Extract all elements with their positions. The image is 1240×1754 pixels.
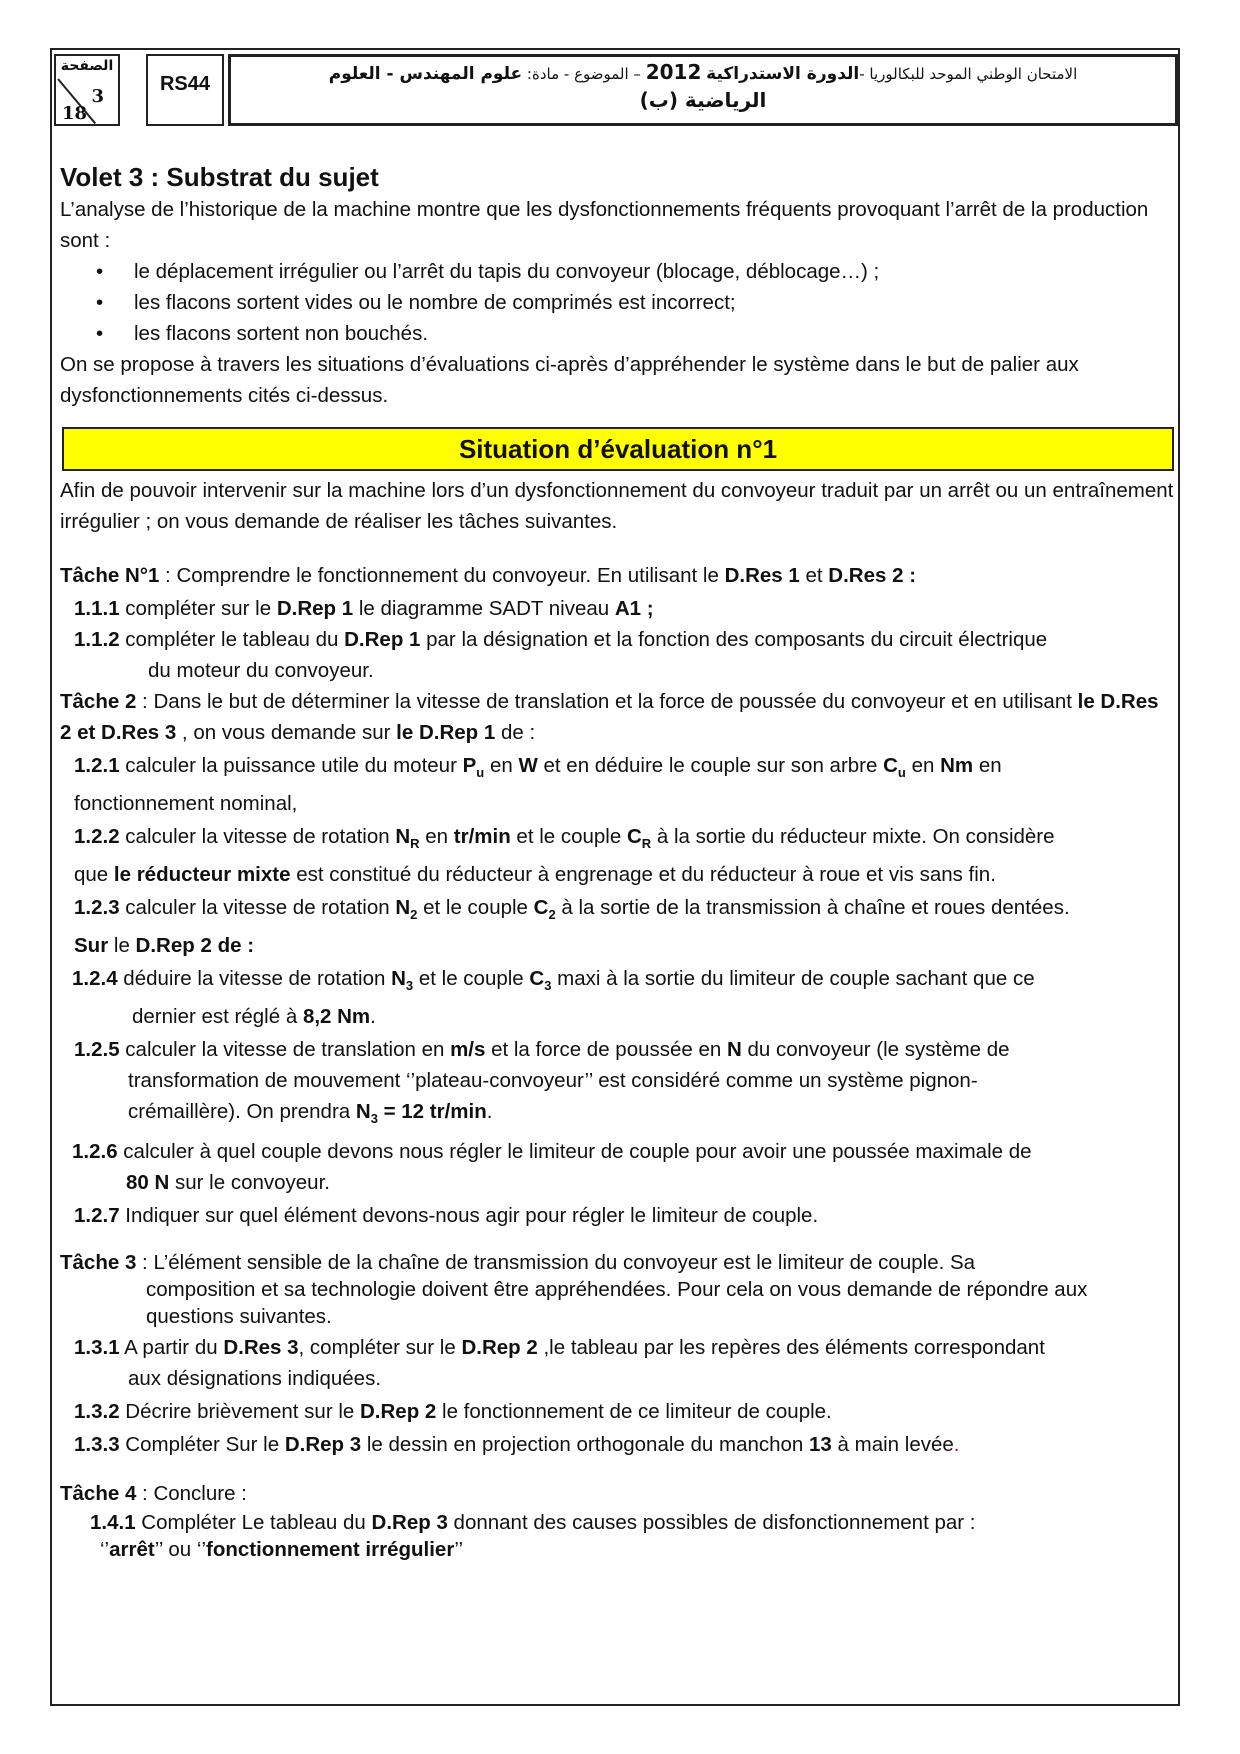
- text: et le couple: [413, 967, 530, 991]
- emph: le réducteur mixte: [113, 863, 291, 887]
- question-1-4-1: [60, 1509, 1175, 1536]
- text: Compléter Le tableau du: [135, 1511, 372, 1535]
- text: et le couple: [417, 896, 534, 920]
- sym-sub: R: [641, 836, 652, 852]
- sym-sub: u: [897, 765, 906, 781]
- text: donnant des causes possibles de disfonctionnement par :: [447, 1511, 976, 1535]
- value: 80 N: [126, 1171, 170, 1195]
- q-num: 1.3.3: [74, 1433, 120, 1457]
- task-3-heading: [60, 1249, 1175, 1276]
- question-1-2-7: [60, 1200, 1175, 1231]
- sym: N: [391, 967, 406, 991]
- text: à main levée: [831, 1433, 954, 1457]
- symbol: [462, 754, 485, 781]
- task-3-label: Tâche 3: [60, 1251, 137, 1275]
- sym: N: [395, 896, 411, 920]
- sym-sub: 2: [410, 907, 418, 923]
- text: à la sortie du réducteur mixte. On considère: [651, 825, 1055, 849]
- ref: le D.Rep 1: [396, 721, 496, 744]
- text: ou: [162, 1538, 197, 1562]
- text: le dessin en projection orthogonale du manchon: [361, 1433, 810, 1457]
- task-4: [60, 1478, 1175, 1563]
- q-num: 1.1.2: [74, 628, 120, 651]
- sym-sub: 2: [548, 907, 556, 923]
- q-num: 1.2.4: [72, 967, 118, 991]
- sym: P: [462, 754, 477, 777]
- volet-title: Volet 3 : Substrat du sujet: [60, 162, 379, 192]
- sym: N: [395, 825, 411, 849]
- ref: D.Rep 1: [276, 597, 354, 620]
- question-1-3-3: [60, 1429, 1175, 1460]
- emph: fonctionnement irrégulier: [206, 1538, 455, 1562]
- q-num: 1.2.7: [74, 1204, 120, 1228]
- document-body: [60, 160, 1175, 1563]
- value: 13: [809, 1433, 832, 1457]
- q-num: 1.4.1: [90, 1511, 136, 1535]
- text: le: [108, 934, 136, 958]
- question-1-3-1-cont: aux désignations indiquées.: [128, 1367, 382, 1391]
- q-num: 1.3.1: [74, 1336, 120, 1360]
- text: ’’: [154, 1538, 163, 1562]
- question-1-2-2: [60, 821, 1175, 859]
- question-1-2-5-cont2: [60, 1096, 1175, 1134]
- task-4-label: Tâche 4: [60, 1482, 137, 1506]
- text: le fonctionnement de ce limiteur de couple.: [436, 1400, 832, 1424]
- text: et: [799, 564, 829, 587]
- symbol: [395, 896, 418, 923]
- task-1: [60, 560, 1175, 686]
- unit: m/s: [450, 1038, 486, 1062]
- text: compléter sur le: [119, 597, 277, 620]
- list-item: • les flacons sortent non bouchés.: [60, 318, 1175, 349]
- text: de :: [211, 934, 255, 958]
- text: crémaillère). On prendra: [128, 1100, 356, 1124]
- sym: N: [355, 1100, 371, 1124]
- text: calculer à quel couple devons nous régler le limiteur de couple pour avoir une poussée maximale de: [117, 1140, 1032, 1164]
- text: déduire la vitesse de rotation: [117, 967, 392, 991]
- symbol: [391, 967, 414, 994]
- text: calculer la vitesse de rotation: [119, 825, 396, 849]
- text: en: [973, 754, 1002, 777]
- session: الدورة الاستدراكية: [706, 64, 860, 84]
- text: est constitué du réducteur à engrenage et du réducteur à roue et vis sans fin.: [290, 863, 996, 887]
- task-3: [60, 1249, 1175, 1460]
- stream: الرياضية (ب): [639, 88, 767, 112]
- text: le diagramme SADT niveau: [353, 597, 615, 620]
- text: et la force de poussée en: [485, 1038, 727, 1062]
- volet-intro: L’analyse de l’historique de la machine montre que les dysfonctionnements fréquents provoquant l’arrêt de la production sont :: [60, 198, 1149, 252]
- symbol: [533, 896, 556, 923]
- symbol: [395, 825, 420, 852]
- question-1-2-4: [60, 963, 1175, 1001]
- text: du convoyeur (le système de: [741, 1038, 1010, 1062]
- q-num: 1.2.1: [74, 754, 120, 777]
- sym-sub: 3: [405, 978, 414, 994]
- ref: D.Rep 2: [360, 1400, 437, 1424]
- text: dernier est réglé à: [132, 1005, 303, 1029]
- page-number: 3: [91, 86, 104, 107]
- text: par la désignation et la fonction des composants du circuit électrique: [420, 628, 1048, 651]
- question-1-1-2-cont: du moteur du convoyeur.: [148, 659, 374, 682]
- q-num: 1.3.2: [74, 1400, 120, 1424]
- page-label: الصفحة: [60, 58, 114, 74]
- question-1-2-2-cont: [60, 859, 1175, 890]
- sym-sub: R: [410, 836, 420, 852]
- text: .: [486, 1100, 493, 1124]
- text: Compléter Sur le: [119, 1433, 285, 1457]
- text: que: [74, 863, 114, 887]
- volet-outro: On se propose à travers les situations d’évaluations ci-après d’appréhender le système dans le but de palier aux dysfonctionnements cités ci-dessus.: [60, 353, 1079, 407]
- text: Sur: [74, 934, 109, 958]
- subject-sep: – الموضوع - مادة:: [526, 65, 641, 83]
- ref: D.Rep 1: [344, 628, 421, 651]
- text: ,le tableau par les repères des éléments correspondant: [537, 1336, 1045, 1360]
- task-1-heading: [60, 560, 1175, 591]
- symbol: [883, 754, 906, 781]
- text: compléter le tableau du: [119, 628, 345, 651]
- list-item: • les flacons sortent vides ou le nombre de comprimés est incorrect;: [60, 287, 1175, 318]
- text: en: [419, 825, 454, 849]
- task-4-heading: [60, 1478, 1175, 1509]
- text: , on vous demande sur: [176, 721, 397, 744]
- sym: C: [529, 967, 545, 991]
- task-2-heading: [60, 686, 1175, 748]
- sym-sub: 3: [544, 978, 552, 994]
- q-num: 1.1.1: [74, 597, 120, 620]
- question-1-2-4-cont: [60, 1001, 1175, 1032]
- question-1-1-1: [60, 593, 1175, 624]
- text: ’’: [454, 1538, 464, 1562]
- q-num: 1.2.6: [72, 1140, 118, 1164]
- question-1-2-1: [60, 750, 1175, 788]
- sym: C: [883, 754, 898, 777]
- list-item: • le déplacement irrégulier ou l’arrêt du tapis du convoyeur (blocage, déblocage…) ;: [60, 256, 1175, 287]
- text: A partir du: [119, 1336, 224, 1360]
- q-num: 1.2.3: [74, 896, 120, 920]
- ref: D.Res 3: [223, 1336, 299, 1360]
- task-2-label: Tâche 2: [60, 690, 137, 713]
- text: calculer la vitesse de rotation: [119, 896, 396, 920]
- text: à la sortie de la transmission à chaîne et roues dentées.: [555, 896, 1070, 920]
- text: Décrire brièvement sur le: [119, 1400, 360, 1424]
- ref: le D.Res 2 et D.Res 3: [60, 690, 1159, 744]
- sym: C: [626, 825, 642, 849]
- exam-title: [228, 54, 1178, 126]
- malfunction-list: [60, 256, 1175, 349]
- value-text: = 12 tr/min: [377, 1100, 487, 1124]
- text: ‘’: [196, 1538, 206, 1562]
- text: .: [953, 1433, 960, 1457]
- sym-sub: 3: [370, 1111, 378, 1127]
- year: 2012: [645, 60, 702, 84]
- text: et en déduire le couple sur son arbre: [537, 754, 884, 777]
- ref: D.Res 2 :: [828, 564, 917, 587]
- symbol: [529, 967, 552, 994]
- page-total: 18: [62, 103, 88, 124]
- text: .: [370, 1005, 376, 1029]
- ref: D.Rep 3: [371, 1511, 448, 1535]
- ref: A1 ;: [614, 597, 654, 620]
- text: calculer la puissance utile du moteur: [119, 754, 463, 777]
- subject: علوم المهندس - العلوم: [328, 64, 523, 84]
- sym: C: [533, 896, 549, 920]
- question-1-2-3: [60, 892, 1175, 930]
- text: : Conclure :: [136, 1482, 247, 1506]
- question-1-2-6-cont: [60, 1167, 1175, 1198]
- symbol: [626, 825, 652, 852]
- task-2: [60, 686, 1175, 1231]
- question-1-2-6: [60, 1136, 1175, 1167]
- unit: W: [518, 754, 538, 777]
- question-1-3-2: [60, 1396, 1175, 1427]
- q-num: 1.2.5: [74, 1038, 120, 1062]
- task-1-label: Tâche N°1: [60, 564, 160, 587]
- text: et le couple: [510, 825, 627, 849]
- page-number-box: [54, 54, 120, 126]
- text: de :: [495, 721, 536, 744]
- text: sur le convoyeur.: [169, 1171, 330, 1195]
- q-num: 1.2.2: [74, 825, 120, 849]
- text: en: [905, 754, 941, 777]
- question-1-3-1: [60, 1332, 1175, 1363]
- text: ‘’: [100, 1538, 110, 1562]
- text: : Dans le but de déterminer la vitesse de translation et la force de poussée du convoyeur et en utilisant: [136, 690, 1078, 713]
- sym-sub: u: [476, 765, 485, 781]
- question-1-4-1-cont: [60, 1536, 1175, 1563]
- ref: D.Rep 2: [461, 1336, 538, 1360]
- task-3-heading-cont: composition et sa technologie doivent être appréhendées. Pour cela on vous demande de répondre aux questions suivantes.: [146, 1278, 1088, 1329]
- sur-drep2: [60, 930, 1175, 961]
- text: maxi à la sortie du limiteur de couple sachant que ce: [551, 967, 1035, 991]
- emph: arrêt: [109, 1538, 155, 1562]
- title-prefix: الامتحان الوطني الموحد للبكالوريا -: [859, 65, 1078, 83]
- value: 8,2 Nm: [302, 1005, 371, 1029]
- task-1-text: : Comprendre le fonctionnement du convoyeur. En utilisant le: [159, 564, 725, 587]
- question-1-2-5-cont: transformation de mouvement ‘’plateau-convoyeur’’ est considéré comme un système pignon-: [128, 1069, 978, 1093]
- text: en: [484, 754, 519, 777]
- question-1-1-2: [60, 624, 1175, 655]
- ref: D.Rep 2: [135, 934, 212, 958]
- text: , compléter sur le: [298, 1336, 462, 1360]
- value: [355, 1100, 487, 1127]
- unit: Nm: [940, 754, 974, 777]
- text: calculer la vitesse de translation en: [119, 1038, 451, 1062]
- unit: N: [727, 1038, 742, 1062]
- text: : L’élément sensible de la chaîne de transmission du convoyeur est le limiteur de couple. Sa: [136, 1251, 976, 1275]
- ref: D.Rep 3: [284, 1433, 362, 1457]
- situation-intro: Afin de pouvoir intervenir sur la machine lors d’un dysfonctionnement du convoyeur traduit par un arrêt ou un entraînement irrégulier ; on vous demande de réaliser les tâches suivantes.: [60, 479, 1174, 533]
- situation-title: Situation d’évaluation n°1: [62, 427, 1174, 471]
- text: Indiquer sur quel élément devons-nous agir pour régler le limiteur de couple.: [119, 1204, 819, 1228]
- unit: tr/min: [453, 825, 511, 849]
- question-1-2-5: [60, 1034, 1175, 1065]
- ref: D.Res 1: [724, 564, 800, 587]
- question-1-2-1-cont: fonctionnement nominal,: [74, 792, 298, 816]
- exam-code: RS44: [146, 54, 224, 126]
